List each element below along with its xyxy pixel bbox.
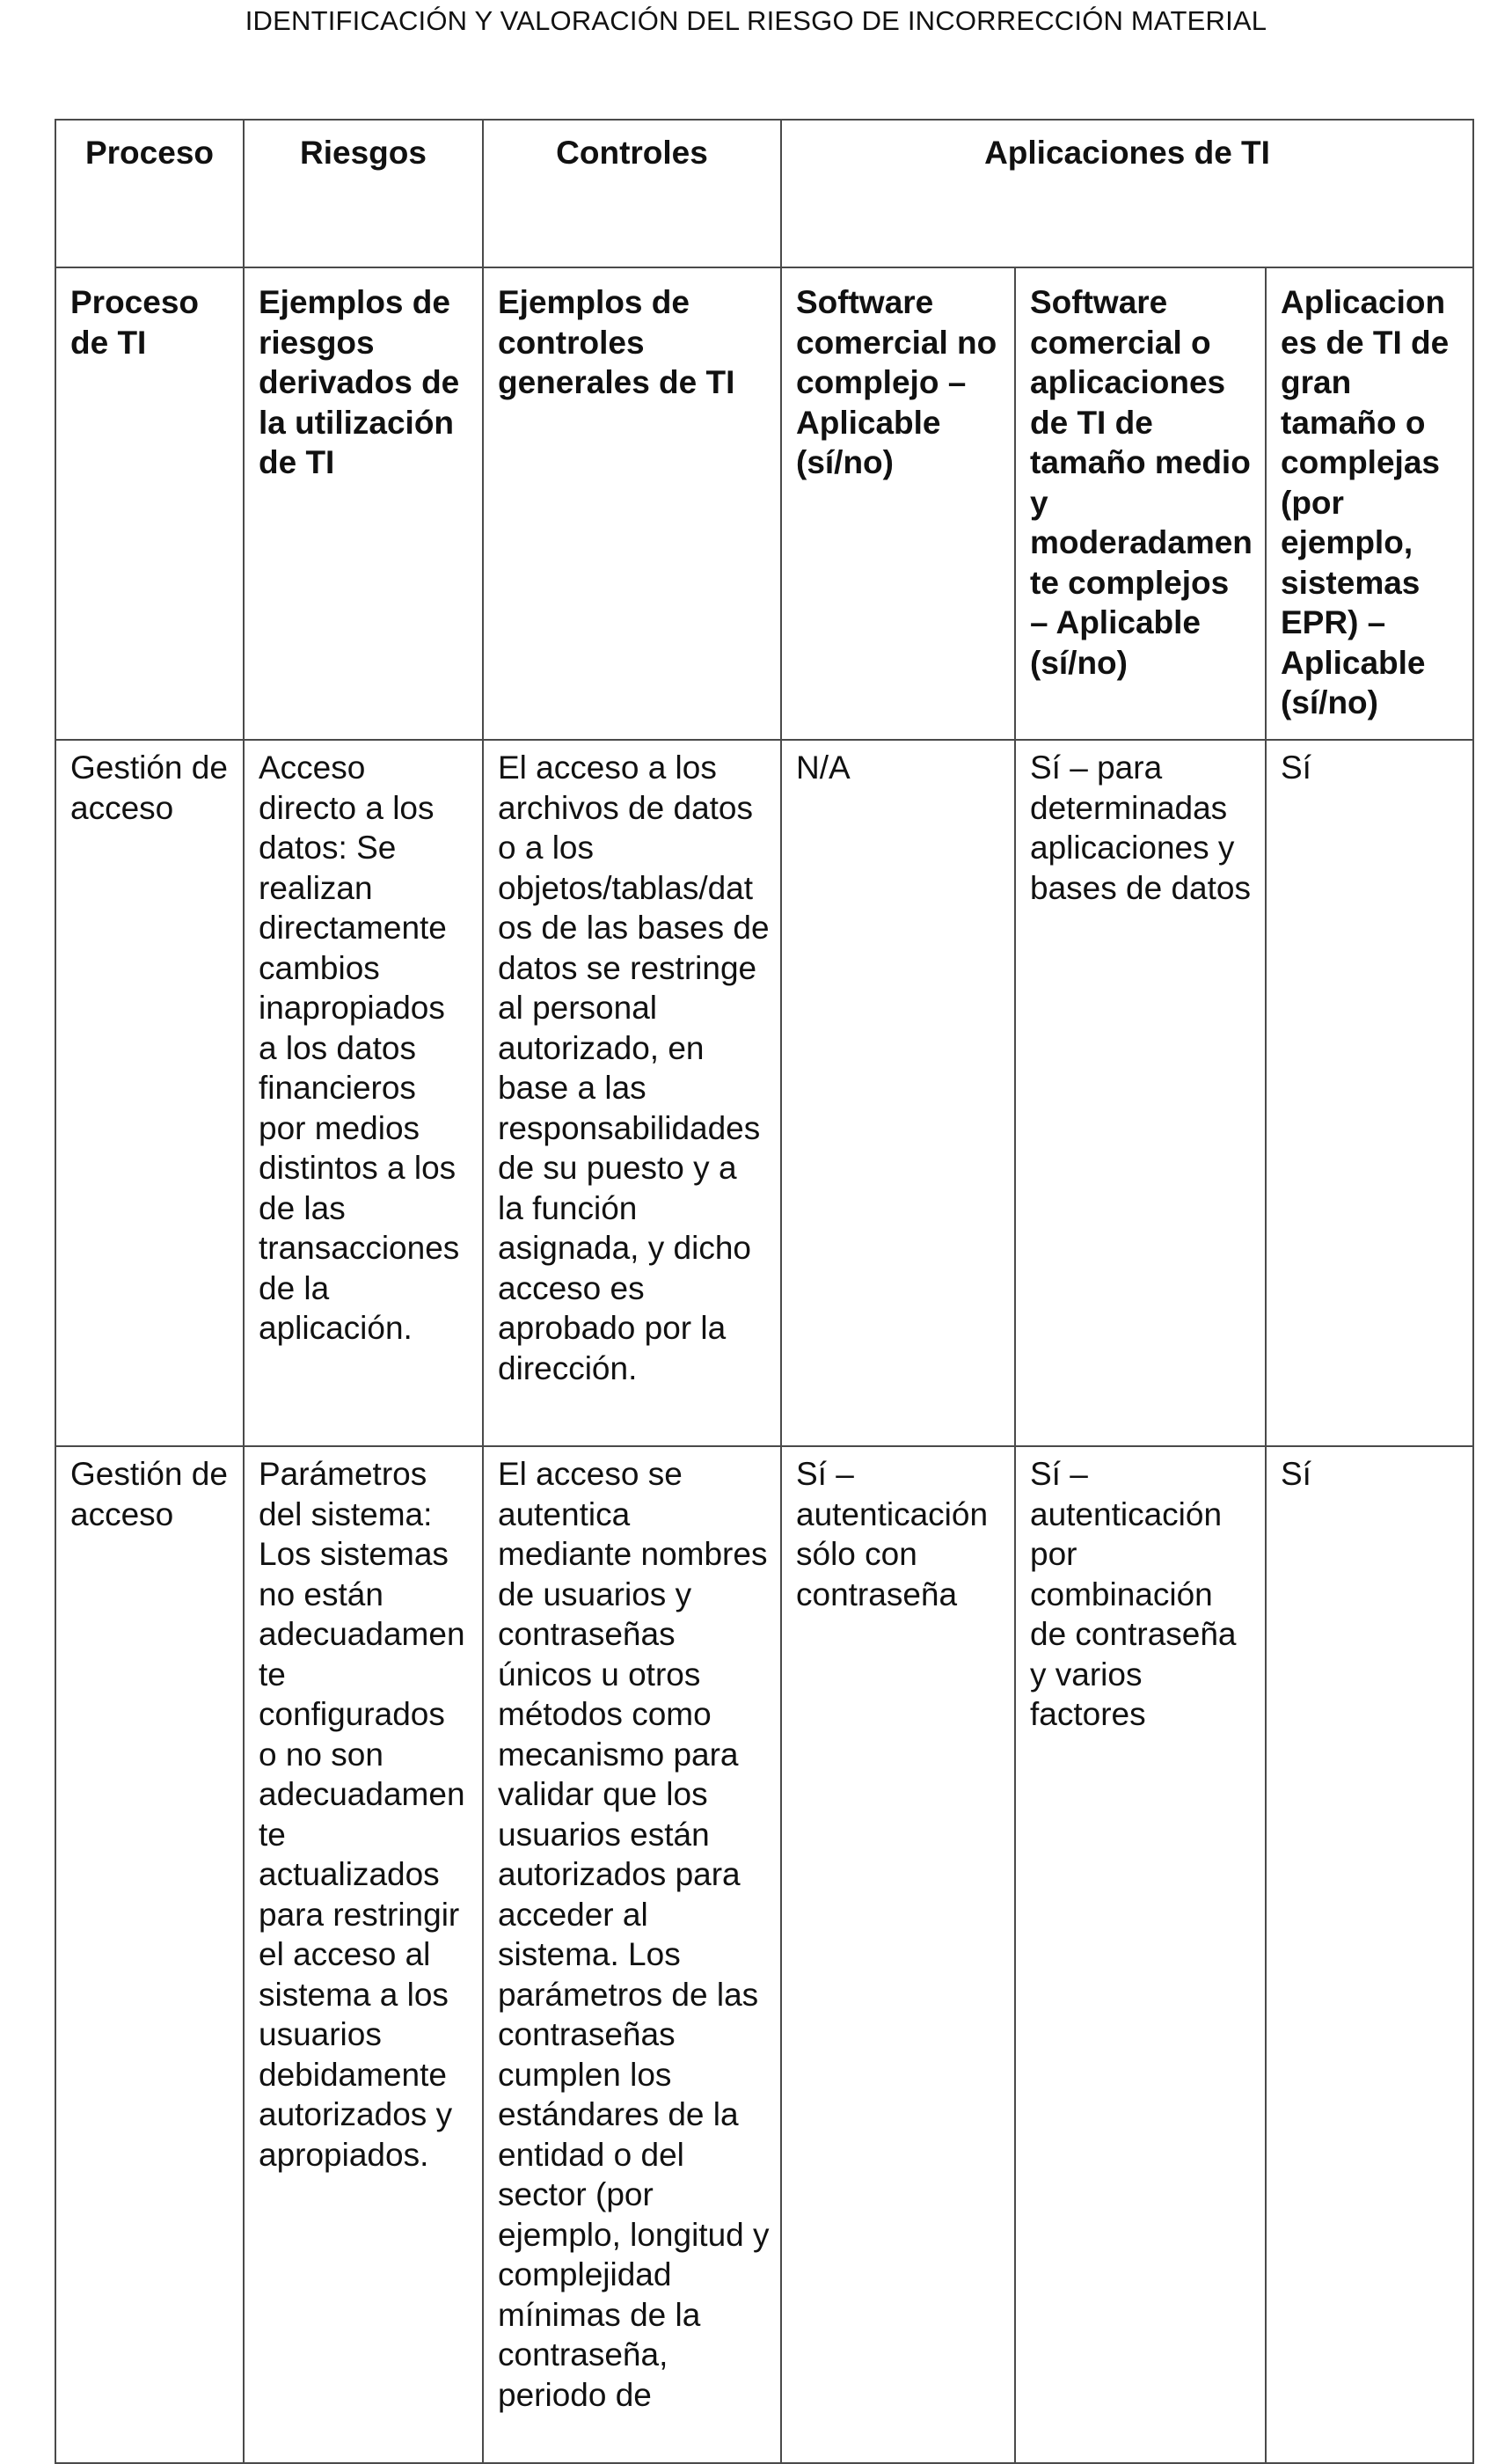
cell-software-no-complejo: N/A [781,740,1015,1446]
cell-software-moderado: Sí – autenticación por combinación de contraseña y varios factores [1015,1446,1266,2463]
cell-control: El acceso a los archivos de datos o a los objetos/tablas/datos de las bases de datos se restringe al personal autorizado, en base a las responsabilidades de su puesto y a la función asignada, y dicho acceso es aprobado por la dirección. [483,740,781,1446]
cell-control: El acceso se autentica mediante nombres de usuarios y contraseñas únicos u otros métodos como mecanismo para validar que los usuarios están autorizados para acceder al sistema. Los parámetros de las contraseñas cumplen los estándares de la entidad o del sector (por ejemplo, longitud y complejidad mínimas de la contraseña, periodo de [483,1446,781,2463]
document-title: IDENTIFICACIÓN Y VALORACIÓN DEL RIESGO DE INCORRECCIÓN MATERIAL [245,5,1267,36]
table-row [55,1446,1473,2463]
cell-proceso: Gestión de acceso [55,740,244,1446]
cell-riesgo: Acceso directo a los datos: Se realizan directamente cambios inapropiados a los datos financieros por medios distintos a los de las transacciones de la aplicación. [244,740,483,1446]
cell-software-moderado: Sí – para determinadas aplicaciones y bases de datos [1015,740,1266,1446]
cell-aplicaciones-complejas: Sí [1266,1446,1473,2463]
header-proceso: Proceso [55,120,244,267]
header-aplicaciones-ti: Aplicaciones de TI [781,120,1473,267]
header-controles: Controles [483,120,781,267]
subheader-ejemplos-controles: Ejemplos de controles generales de TI [483,267,781,740]
subheader-software-no-complejo: Software comercial no complejo – Aplicable (sí/no) [781,267,1015,740]
subheader-software-moderado: Software comercial o aplicaciones de TI de tamaño medio y moderadamente complejos – Aplicable (sí/no) [1015,267,1266,740]
cell-riesgo: Parámetros del sistema: Los sistemas no están adecuadamente configurados o no son adecuadamente actualizados para restringir el acceso al sistema a los usuarios debidamente autorizados y apropiados. [244,1446,483,2463]
table-row [55,740,1473,1446]
table-header-row [55,120,1473,267]
subheader-aplicaciones-complejas: Aplicaciones de TI de gran tamaño o complejas (por ejemplo, sistemas EPR) – Aplicable (sí/no) [1266,267,1473,740]
risk-assessment-table [55,119,1474,2464]
cell-software-no-complejo: Sí – autenticación sólo con contraseña [781,1446,1015,2463]
table-subheader-row [55,267,1473,740]
header-riesgos: Riesgos [244,120,483,267]
cell-proceso: Gestión de acceso [55,1446,244,2463]
cell-aplicaciones-complejas: Sí [1266,740,1473,1446]
subheader-ejemplos-riesgos: Ejemplos de riesgos derivados de la utilización de TI [244,267,483,740]
subheader-proceso-ti: Proceso de TI [55,267,244,740]
